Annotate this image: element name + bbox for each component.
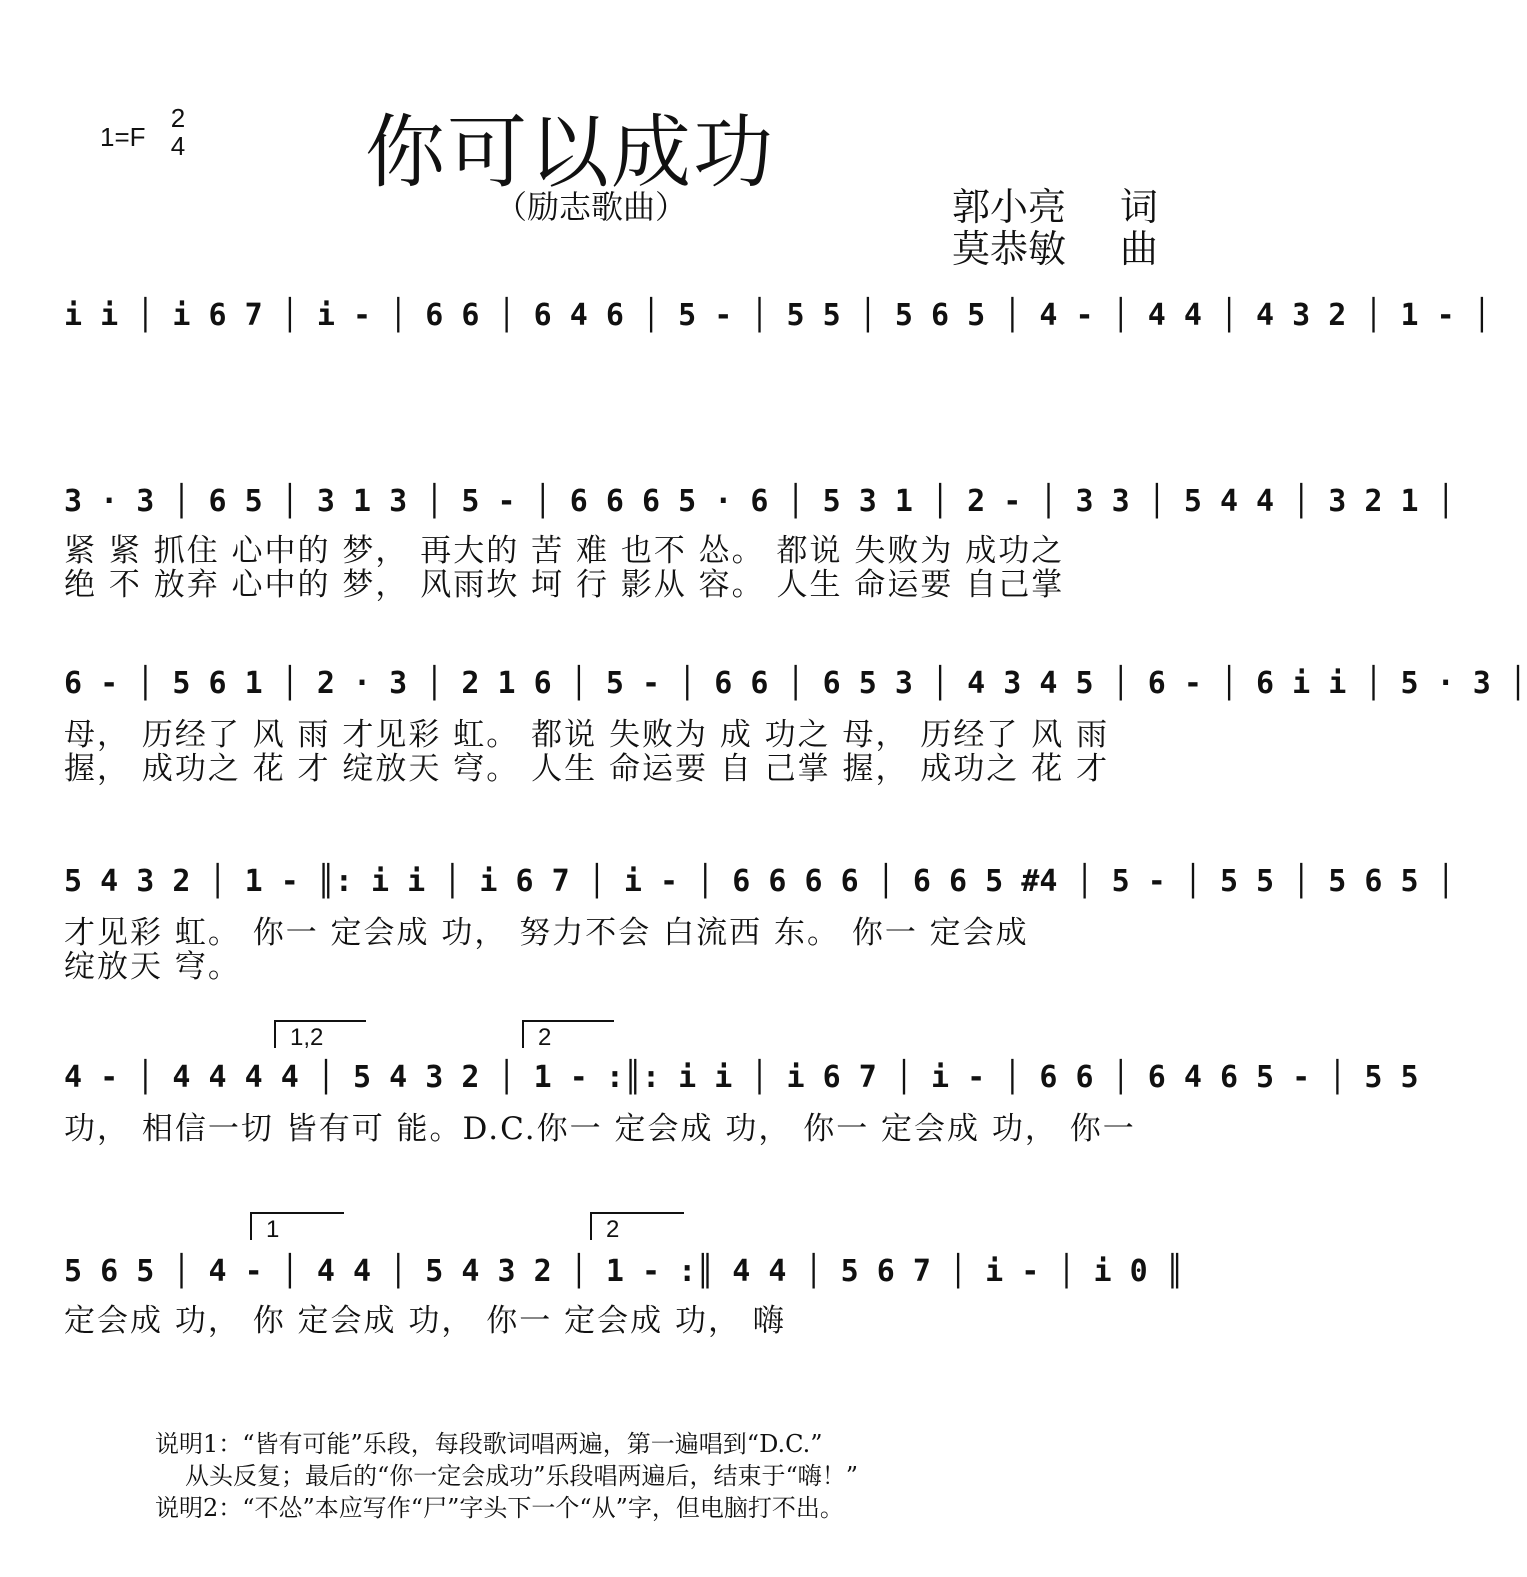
song-subtitle: （励志歌曲） [495,188,688,226]
volta-bracket [274,1020,366,1051]
lyrics-line-4-verse-1: 才见彩 虹。 你一 定会成 功， 努力不会 白流西 东。 你一 定会成 [64,915,1029,951]
time-signature [166,104,190,160]
notation-line-1: i i │ i 6 7 │ i - │ 6 6 │ 6 4 6 │ 5 - │ 5 5 │ 5 6 5 │ 4 - │ 4 4 │ 4 3 2 │ 1 - │ [64,298,1491,333]
footnotes [155,1428,1205,1524]
footnote-2: 说明2：“不怂”本应写作“尸”字头下一个“从”字，但电脑打不出。 [155,1494,844,1522]
lyrics-line-2-verse-2: 绝 不 放弃 心中的 梦， 风雨坎 坷 行 影从 容。 人生 命运要 自己掌 [64,567,1065,603]
footnote-1: 说明1：“皆有可能”乐段，每段歌词唱两遍，第一遍唱到“D.C.” [155,1430,823,1458]
notation-line-6: 5 6 5 │ 4 - │ 4 4 │ 5 4 3 2 │ 1 - :║ 4 4 │ 5 6 7 │ i - │ i 0 ║ [64,1254,1184,1289]
notation-line-3: 6 - │ 5 6 1 │ 2 · 3 │ 2 1 6 │ 5 - │ 6 6 │ 6 5 3 │ 4 3 4 5 │ 6 - │ 6 i i │ 5 · 3 │ [64,666,1527,701]
notation-line-2: 3 · 3 │ 6 5 │ 3 1 3 │ 5 - │ 6 6 6 5 · 6 │ 5 3 1 │ 2 - │ 3 3 │ 5 4 4 │ 3 2 1 │ [64,484,1455,519]
time-signature-top: 2 [170,103,186,133]
volta-bracket [250,1212,344,1243]
lyrics-line-3-verse-2: 握， 成功之 花 才 绽放天 穹。 人生 命运要 自 己掌 握， 成功之 花 才 [64,751,1110,787]
time-signature-bottom: 4 [170,131,186,161]
notation-line-4: 5 4 3 2 │ 1 - ║: i i │ i 6 7 │ i - │ 6 6 6 6 │ 6 6 5 #4 │ 5 - │ 5 5 │ 5 6 5 │ [64,864,1455,899]
volta-bracket [522,1020,614,1051]
volta-label: 2 [538,1024,552,1051]
lyrics-line-6-verse-1: 定会成 功， 你 定会成 功， 你一 定会成 功， 嗨 [64,1303,786,1339]
composer-role: 曲 [1120,227,1159,271]
lyrics-line-2-verse-1: 紧 紧 抓住 心中的 梦， 再大的 苦 难 也不 怂。 都说 失败为 成功之 [64,533,1065,569]
song-title: 你可以成功 [365,106,775,199]
lyrics-line-4-verse-2: 绽放天 穹。 [64,949,241,985]
volta-label: 2 [606,1216,620,1243]
volta-bracket [590,1212,684,1243]
volta-label: 1,2 [290,1024,324,1051]
lyricist-name: 郭小亮 [952,185,1067,229]
lyrics-line-5-verse-1: 功， 相信一切 皆有可 能。D.C.你一 定会成 功， 你一 定会成 功， 你一 [64,1111,1136,1147]
composer-credit [952,218,1159,273]
lyricist-role: 词 [1120,185,1159,229]
notation-line-5: 4 - │ 4 4 4 4 │ 5 4 3 2 │ 1 - :║: i i │ i 6 7 │ i - │ 6 6 │ 6 4 6 5 - │ 5 5 [64,1060,1419,1095]
key-signature: 1=F [100,122,146,152]
lyrics-line-3-verse-1: 母， 历经了 风 雨 才见彩 虹。 都说 失败为 成 功之 母， 历经了 风 雨 [64,717,1110,753]
composer-name: 莫恭敏 [952,227,1067,271]
volta-label: 1 [266,1216,280,1243]
footnote-1-continued: 从头反复；最后的“你一定会成功”乐段唱两遍后，结束于“嗨！” [185,1462,859,1490]
